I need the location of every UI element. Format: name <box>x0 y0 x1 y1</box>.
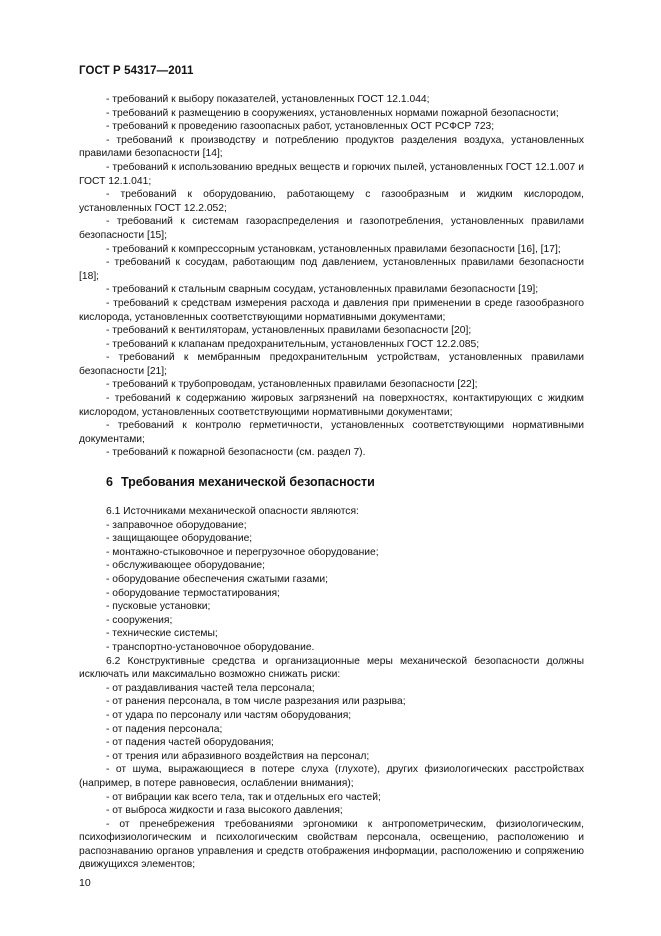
clause-6-2-intro: 6.2 Конструктивные средства и организационные меры механической безопасности должны исключать или максимально возможно снижать риски: <box>79 655 584 681</box>
list-item: - требований к клапанам предохранительным, установленных ГОСТ 12.2.085; <box>106 338 480 350</box>
list-item: - требований к оборудованию, работающему с газообразным и жидким кислородом, установленных ГОСТ 12.2.052; <box>79 189 584 214</box>
list-item: - заправочное оборудование; <box>106 519 247 531</box>
list-item: - от шума, выражающиеся в потере слуха (глухоте), других физиологических расстройствах (например, в потере равновесия, ослаблении внимания); <box>79 764 584 789</box>
standard-header: ГОСТ Р 54317—2011 <box>79 65 194 77</box>
list-item: - от удара по персоналу или частям оборудования; <box>106 709 352 721</box>
list-item: - требований к размещению в сооружениях, установленных нормами пожарной безопасности; <box>106 107 559 119</box>
list-item: - требований к проведению газоопасных работ, установленных ОСТ РСФСР 723; <box>106 121 495 133</box>
section-number: 6 <box>106 475 113 490</box>
list-item: - требований к содержанию жировых загрязнений на поверхностях, контактирующих с жидким кислородом, установленных соответствующими нормативными документами; <box>79 393 584 418</box>
list-item: - оборудование обеспечения сжатыми газами; <box>106 574 328 585</box>
list-item: - требований к компрессорным установкам, установленных правилами безопасности [16], [17]; <box>106 243 561 255</box>
list-item: - монтажно-стыковочное и перегрузочное оборудование; <box>106 546 379 558</box>
list-item: - защищающее оборудование; <box>106 533 253 545</box>
list-item: - требований к мембранным предохранительным устройствам, установленных правилами безопасности [21]; <box>79 352 584 377</box>
list-item: - обслуживающее оборудование; <box>106 560 265 572</box>
list-item: - от падения персонала; <box>106 723 223 735</box>
list-item: - требований к контролю герметичности, установленных соответствующими нормативными документами; <box>79 420 584 445</box>
list-item: - от падения частей оборудования; <box>106 737 274 749</box>
clause-6-2-list <box>79 682 584 872</box>
list-item: - требований к пожарной безопасности (см. раздел 7). <box>106 447 366 459</box>
clause-6-1-intro: 6.1 Источниками механической опасности являются: <box>106 506 359 518</box>
list-item: - требований к стальным сварным сосудам, установленных правилами безопасности [19]; <box>106 284 539 296</box>
list-item: - требований к системам газораспределения и газопотребления, установленных правилами безопасности [15]; <box>79 216 584 241</box>
list-item: - требований к выбору показателей, установленных ГОСТ 12.1.044; <box>106 94 430 105</box>
list-item: - от раздавливания частей тела персонала; <box>106 682 315 694</box>
list-item: - пусковые установки; <box>106 601 211 613</box>
list-item: - от пренебрежения требованиями эргономики к антропометрическим, физиологическим, психофизиологическим и психологическим свойствам персонала, освещению, расположению и распознаванию органов управления и средств отображения информации, расположению и сопряжению движущихся элементов; <box>79 818 584 871</box>
list-item: - от выброса жидкости и газа высокого давления; <box>106 805 343 817</box>
section-heading <box>106 474 584 491</box>
list-item: - от трения или абразивного воздействия на персонал; <box>106 750 370 762</box>
list-item: - требований к производству и потреблению продуктов разделения воздуха, установленных правилами безопасности [14]; <box>79 134 584 160</box>
list-item: - требований к трубопроводам, установленных правилами безопасности [22]; <box>106 379 478 391</box>
document-body <box>79 93 584 872</box>
list-item: - требований к сосудам, работающим под давлением, установленных правилами безопасности [18]; <box>79 257 584 282</box>
list-item: - транспортно-установочное оборудование. <box>106 641 315 653</box>
list-item: - технические системы; <box>106 628 218 640</box>
list-item: - от ранения персонала, в том числе разрезания или разрыва; <box>106 696 406 708</box>
list-item: - от вибрации как всего тела, так и отдельных его частей; <box>106 791 381 803</box>
list-item: - оборудование термостатирования; <box>106 587 280 599</box>
clause-6-1-list <box>79 519 584 655</box>
list-item: - сооружения; <box>106 614 173 626</box>
section-title: Требования механической безопасности <box>120 475 375 490</box>
requirements-list <box>79 93 584 460</box>
list-item: - требований к средствам измерения расхода и давления при применении в среде газообразного кислорода, установленных соответствующими нормативными документами; <box>79 297 584 323</box>
list-item: - требований к использованию вредных веществ и горючих пылей, установленных ГОСТ 12.1.007 и ГОСТ 12.1.041; <box>79 161 584 187</box>
list-item: - требований к вентиляторам, установленных правилами безопасности [20]; <box>106 325 472 337</box>
page-number: 10 <box>79 877 91 889</box>
